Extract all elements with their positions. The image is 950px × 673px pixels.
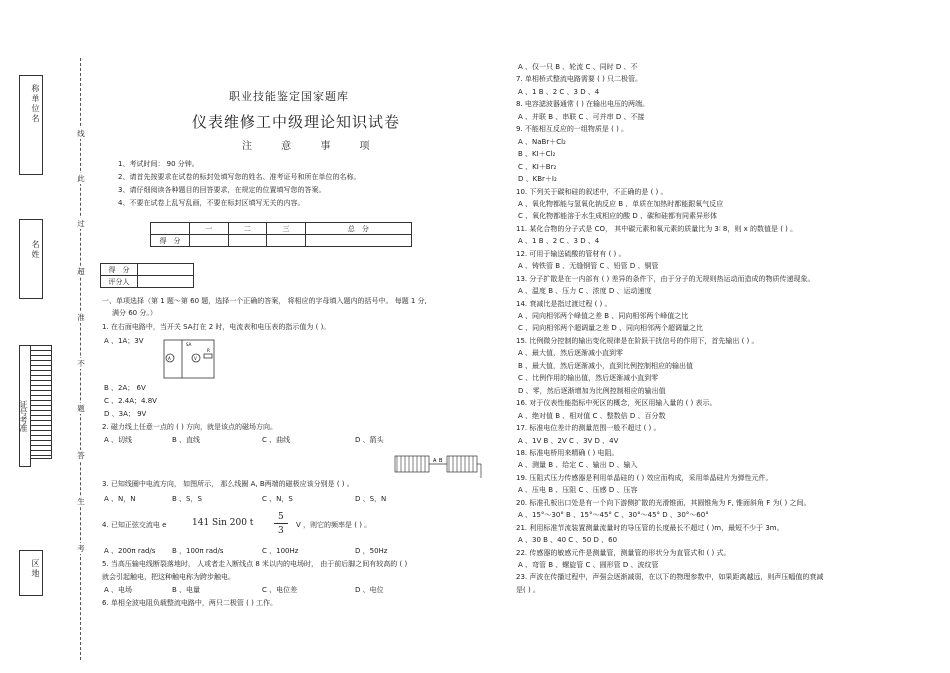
question: 15. 比例微分控制的输出变化规律是在阶跃干扰信号的作用下，首先输出 ( ) 。 <box>516 336 759 345</box>
question: 11. 某化合物的分子式是 CO， 其中碳元素和氧元素的质量比为 3∶ 8，则 x 的数值是 ( ) 。 <box>516 224 798 233</box>
option: A 、温度 B 、压力 C 、浓度 D 、运动速度 <box>518 287 652 296</box>
name-box <box>19 219 43 299</box>
formula: 141 Sin 200 t <box>192 518 254 528</box>
binding-char: 考 <box>74 543 88 554</box>
score-col-3: 三 <box>267 223 306 235</box>
exam-id-label: 证号考准 <box>19 400 28 432</box>
option: C 、电位差 <box>262 586 298 594</box>
question-3: 3. 已知线圈中电流方向， 如图所示， 那么线圈 A, B两端的磁极应该分别是 ( ) 。 <box>102 480 354 488</box>
question: 10. 下列关于碳和硅的叙述中，不正确的是 ( ) 。 <box>516 187 668 196</box>
question: 20. 标准孔板出口处是有一个向下游侧扩散的光滑锥面，其圆锥角为 F, 锥面斜角 F 为( ) 之间。 <box>516 498 811 507</box>
option: D 、3A； 9V <box>104 410 147 418</box>
option: A 、铸铁管 B 、无缝钢管 C 、铅管 D 、铜管 <box>518 262 659 271</box>
option: B 、直线 <box>172 436 201 444</box>
score-cell[interactable] <box>305 235 411 247</box>
note-item: 2、请首先按要求在试卷的标封处填写您的姓名、准考证号和所在单位的名称。 <box>118 173 361 181</box>
question: 23. 声波在传播过程中，声强会逐渐减弱，在以下的物理参数中，如果距离越远，则声压幅值的衰减 <box>516 573 824 582</box>
grader-table <box>100 263 194 288</box>
binding-char: 准 <box>74 312 88 323</box>
coil-figure <box>393 452 483 480</box>
section-title: 一、单项选择（第 1 题～第 60 题，选择一个正确的答案， 将相应的字母填入题内的括号中。 每题 1 分, <box>102 297 427 305</box>
resistor-label: R <box>207 348 210 353</box>
option: A 、弯管 B 、螺旋管 C 、圆形管 D 、波纹管 <box>518 561 659 569</box>
option: C 、同向相邻两个超调量之差 D 、同向相邻两个超调量之比 <box>518 324 703 333</box>
question-4: 4. 已知正弦交流电 e <box>102 521 167 529</box>
question: 19. 压阻式压力传感器是利用单晶硅的 ( ) 效应而构成，采用单晶硅片为弹性元件。 <box>516 473 773 482</box>
option: D 、箭头 <box>355 436 384 444</box>
option: C ，100Hz <box>262 547 299 555</box>
fraction-bar <box>274 523 288 524</box>
score-table <box>150 222 412 247</box>
option: A 、1 B 、2 C 、3 D 、4 <box>518 87 600 96</box>
score-cell[interactable] <box>267 235 306 247</box>
question-6: 6. 单相全波电阻负载整流电路中，两只二极管 ( ) 工作。 <box>102 599 278 607</box>
binding-char: 不 <box>74 358 88 369</box>
fraction-numerator: 5 <box>278 512 284 522</box>
option: C 、曲线 <box>262 436 291 444</box>
question: 9. 不能相互反应的一组物质是 ( ) 。 <box>516 125 629 134</box>
question: 14. 衰减比是指过渡过程 ( ) 。 <box>516 299 612 308</box>
question-5: 5. 当高压输电线断裂落地时， 人或者走入断线点 8 米以内的电场时， 由于前后脚之间有较高的 ( ) <box>102 560 408 568</box>
option: B 、2A； 6V <box>104 384 146 392</box>
score-cell[interactable] <box>228 235 267 247</box>
option: A 、绝对值 B 、相对值 C 、整数倍 D 、百分数 <box>518 411 666 420</box>
option: C 、氧化物都能溶于水生成相应的酸 D 、碳和硅都有同素异形体 <box>518 212 717 221</box>
option: A 、氧化物都能与氢氧化钠反应 B 、单质在加热时都能跟氧气反应 <box>518 199 724 208</box>
note-item: 1、考试时间： 90 分钟。 <box>118 160 199 168</box>
binding-char: 生 <box>74 496 88 507</box>
question: 13. 分子扩散是在一内部有 ( ) 差异的条件下，由于分子的无规则热运动而造成的物质传递现象。 <box>516 274 815 283</box>
coil-end-b: B <box>439 458 443 464</box>
region-box <box>19 550 43 596</box>
option: A 、1V B 、2V C 、3V D 、4V <box>518 436 619 445</box>
binding-char: 答 <box>74 450 88 461</box>
option: B ，100π rad/s <box>172 547 224 555</box>
score-cell[interactable] <box>190 235 229 247</box>
question: 8. 电容滤波器通常 ( ) 在输出电压的两端。 <box>516 100 650 109</box>
score-col-2: 二 <box>228 223 267 235</box>
option: A 、30 B 、40 C 、50 D 、60 <box>518 536 618 545</box>
region-label: 区地 <box>31 559 40 579</box>
question: 17. 标准电位差计的测量范围一般不超过 ( ) 。 <box>516 424 661 433</box>
exam-id-grid <box>30 345 52 459</box>
option: A 、同向相邻两个峰值之差 B 、同向相邻两个峰值之比 <box>518 312 689 320</box>
option: A 、N，N <box>104 495 136 503</box>
score-col-1: 一 <box>190 223 229 235</box>
option: B 、最大值，然后逐渐减小，直到比例控制相应的输出值 <box>518 361 694 370</box>
option: A 、最大值，然后逐渐减小直到零 <box>518 349 624 358</box>
unit-name-label: 称单位名 <box>31 84 40 124</box>
note-item: 3、请仔细阅读各种题目的回答要求，在规定的位置填写您的答案。 <box>118 186 326 194</box>
option: C 、2.4A；4.8V <box>104 397 157 405</box>
question: 16. 对于仪表性能指标中死区的概念，死区用输入量的 ( ) 表示。 <box>516 399 717 408</box>
option: C 、KI＋Br₂ <box>518 162 557 171</box>
option: A 、1 B 、2 C 、3 D 、4 <box>518 237 600 246</box>
header-line1: 职业技能鉴定国家题库 <box>229 90 349 103</box>
binding-char: 题 <box>74 403 88 414</box>
coil-end-a: A <box>433 458 437 464</box>
option: 是( ) 。 <box>516 585 540 594</box>
option: A 、15°～30° B 、15°～45° C 、30°～45° D 、30°～60° <box>518 511 709 520</box>
unit-name-box <box>19 75 43 175</box>
option: A 、压电 B 、压阻 C 、压感 D 、压容 <box>518 486 638 495</box>
switch-label: SA <box>186 342 192 347</box>
grader-name-label: 评分人 <box>101 276 138 288</box>
page-title: 仪表维修工中级理论知识试卷 <box>192 113 401 131</box>
option: D 、KBr＋I₂ <box>518 175 557 184</box>
binding-char: 线 <box>74 128 88 139</box>
note-item: 4、不要在试卷上乱写乱画，不要在标封区填写无关的内容。 <box>118 199 305 207</box>
notice-heading: 注 意 事 项 <box>242 141 383 152</box>
binding-char: 此 <box>74 173 88 184</box>
question: 12. 可用于输送硫酸的管材有 ( ) 。 <box>516 249 626 258</box>
option: A 、NaBr＋Cl₂ <box>518 137 566 146</box>
option: B 、电量 <box>172 586 201 594</box>
option: C 、比例作用的输出值，然后逐渐减小直到零 <box>518 374 659 383</box>
option: A 、并联 B 、串联 C 、可并串 D 、不接 <box>518 112 645 121</box>
circuit-figure <box>160 334 220 384</box>
option: A 、200π rad/s <box>104 547 156 555</box>
question-4-tail: V ，则它的频率是 ( ) 。 <box>296 521 372 529</box>
option: B 、S，S <box>172 495 202 503</box>
option: A 、测量 B 、给定 C 、输出 D 、输入 <box>518 461 638 470</box>
grader-name-cell[interactable] <box>138 276 194 288</box>
question: 21. 利用标准节流装置测量流量时的导压管的长度最长不超过 ( )m，最短不少于 3m。 <box>516 523 784 532</box>
option: D 、零，然后逐渐增加为比例控制相应的输出值 <box>518 386 666 395</box>
section-title-2: 满分 60 分。） <box>112 309 157 317</box>
binding-char: 超 <box>74 266 88 277</box>
score-row-label: 得 分 <box>151 235 190 247</box>
option: B 、KI＋Cl₂ <box>518 150 556 159</box>
option: D 、电位 <box>355 586 384 594</box>
binding-char: 过 <box>74 218 88 229</box>
ammeter-symbol: A <box>168 356 171 361</box>
grader-score-cell[interactable] <box>138 264 194 276</box>
option: D ，50Hz <box>355 547 388 555</box>
option: A 、切线 <box>104 436 133 444</box>
question-1: 1. 在右面电路中，当开关 SA打在 2 时，电流表和电压表的指示值为 ( )。 <box>102 323 331 331</box>
option: A 、1A；3V <box>104 337 144 345</box>
name-label: 名姓 <box>31 240 40 260</box>
fraction-denominator: 3 <box>278 526 284 536</box>
score-col-total: 总 分 <box>305 223 411 235</box>
option: A 、电场 <box>104 586 133 594</box>
question: 7. 单相桥式整流电路需要 ( ) 只二极管。 <box>516 75 643 84</box>
question-5-cont: 就会引起触电，把这种触电称为跨步触电。 <box>102 573 235 581</box>
option: D 、S，N <box>355 495 387 503</box>
question-2: 2. 磁力线上任意一点的 ( ) 方向，就是该点的磁场方向。 <box>102 423 278 431</box>
question: 18. 标准电桥用来精确 ( ) 电阻。 <box>516 448 619 457</box>
grader-score-label: 得 分 <box>101 264 138 276</box>
question: 22. 传感器的敏感元件是测量管，测量管的形状分为直管式和 ( ) 式。 <box>516 548 731 557</box>
option: A 、仅一只 B 、轮流 C 、同时 D 、不 <box>518 63 638 71</box>
option: C 、N，S <box>262 495 293 503</box>
voltmeter-symbol: V <box>194 356 197 361</box>
